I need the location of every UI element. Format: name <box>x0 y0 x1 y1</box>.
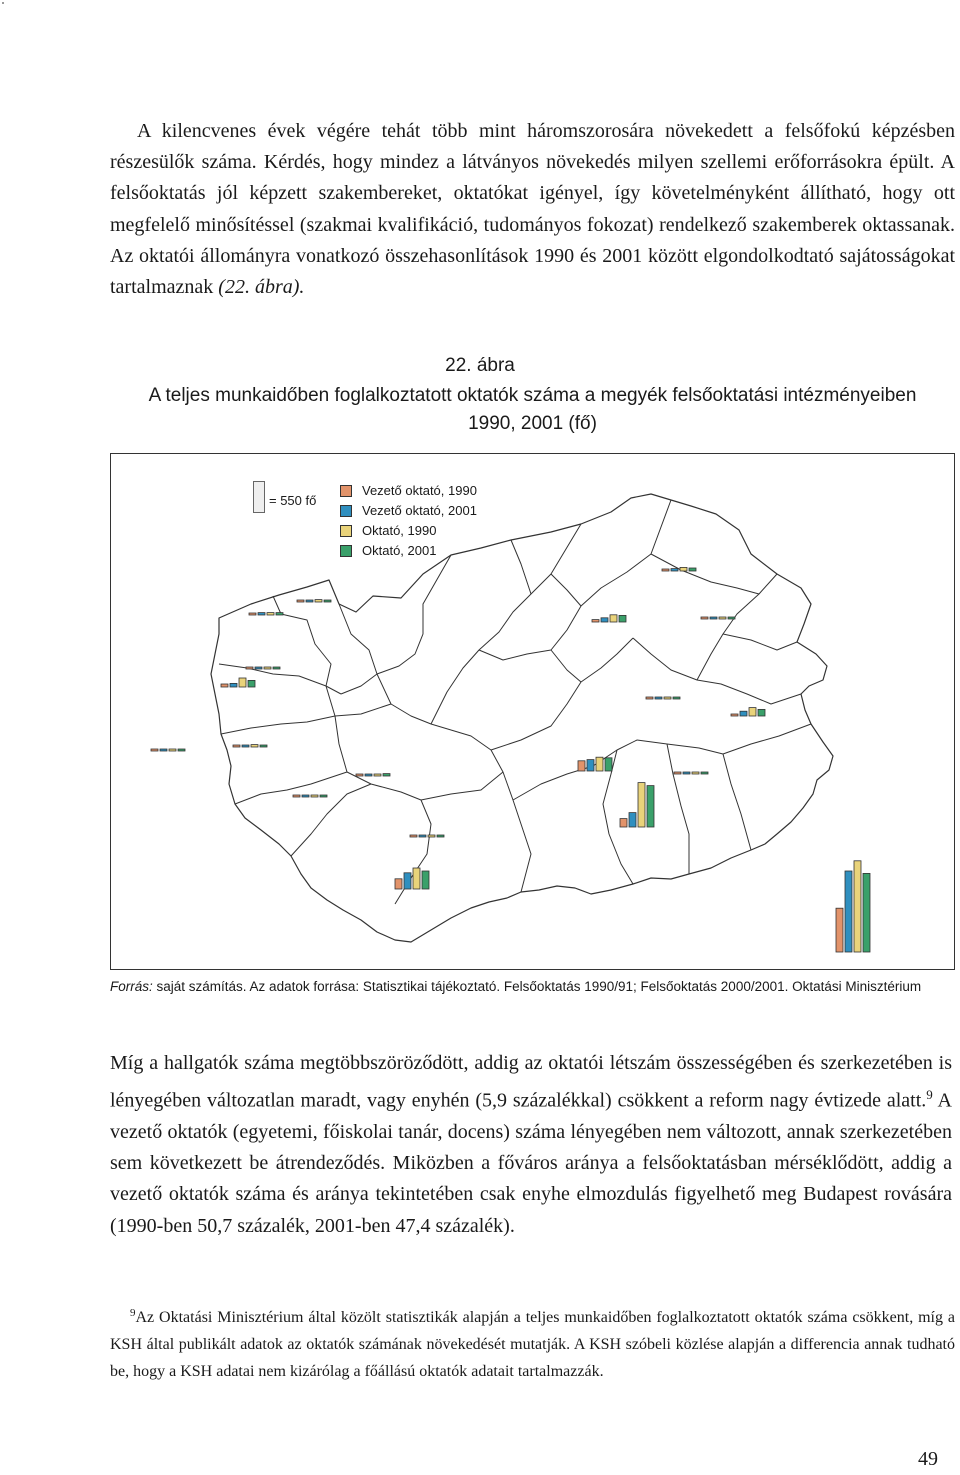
footnote-mark: 9 <box>130 1307 136 1319</box>
bar-group <box>151 749 185 751</box>
bar <box>758 709 765 716</box>
bar <box>302 795 309 797</box>
bar <box>306 600 313 602</box>
bar <box>258 613 265 615</box>
figure-number: 22. ábra <box>445 355 515 376</box>
bar <box>578 761 585 771</box>
bar-group <box>836 861 870 952</box>
bar <box>673 697 680 699</box>
bar <box>749 708 756 716</box>
bar <box>178 749 185 751</box>
bar <box>233 745 240 747</box>
bar <box>674 772 681 774</box>
bar <box>701 772 708 774</box>
bar <box>320 795 327 797</box>
bar <box>671 569 678 571</box>
bar <box>160 749 167 751</box>
bar <box>248 680 255 687</box>
bar <box>587 760 594 771</box>
bar <box>610 615 617 622</box>
bar <box>845 871 852 952</box>
bar <box>620 819 627 827</box>
bar <box>629 813 636 827</box>
bar <box>151 749 158 751</box>
legend-label: Vezető oktató, 2001 <box>362 503 477 518</box>
county-map <box>111 454 954 969</box>
source-label: Forrás: <box>110 979 153 994</box>
legend-swatch <box>340 545 352 557</box>
legend-label: Vezető oktató, 1990 <box>362 483 477 498</box>
corner-mark <box>2 2 4 4</box>
bar <box>249 613 256 615</box>
legend-swatch <box>340 485 352 497</box>
bar <box>437 835 444 837</box>
bar <box>662 569 669 571</box>
bar <box>297 600 304 602</box>
bar <box>854 861 861 952</box>
legend-swatch <box>340 505 352 517</box>
bar <box>680 567 687 571</box>
paragraph-intro: A kilencvenes évek végére tehát több mint háromszorosára növekedett a felsőfokú képzésben részesülők száma. Kérdés, hogy mindez a látványos növekedés milyen szellemi erőforrásokra épült. A felsőoktatás jól képzett szakembereket, oktatókat igényel, így követelményként állítható, hogy ott megfelelő minősítéssel (szakmai kvalifikáció, tudományos fokozat) rendelkező szakemberek oktassanak. Az oktatói állományra vonatkozó összehasonlítások 1990 és 2001 között elgondolkodtató sajátosságokat tartalmaznak (22. ábra). <box>110 120 955 299</box>
bar <box>710 617 717 619</box>
bar <box>404 873 411 889</box>
bar <box>264 667 271 669</box>
bar <box>731 714 738 716</box>
map-figure <box>110 453 955 970</box>
bar <box>230 683 237 687</box>
bar <box>260 745 267 747</box>
bar <box>689 568 696 571</box>
bar <box>647 786 654 827</box>
bar <box>311 795 318 797</box>
bar <box>664 697 671 699</box>
bar <box>701 617 708 619</box>
bar <box>410 835 417 837</box>
page-number: 49 <box>918 1448 938 1470</box>
bar <box>356 774 363 776</box>
footnote-text: Az Oktatási Minisztérium által közölt statisztikák alapján a teljes munkaidőben foglalkoztatott oktatók száma csökkent, míg a KSH által publikált adatok az oktatók számának növekedését mutatják. A KSH szóbeli közlése alapján a differencia annak tudható be, hogy a KSH adatai nem kizárólag a főállású oktatók adatait tartalmazzák. <box>110 1309 955 1380</box>
bar <box>596 757 603 771</box>
bar <box>267 613 274 615</box>
bar <box>246 667 253 669</box>
bar <box>728 617 735 619</box>
bar <box>395 879 402 889</box>
bar <box>836 908 843 952</box>
bar <box>619 615 626 622</box>
scale-label: = 550 fő <box>269 493 317 508</box>
legend-swatch <box>340 525 352 537</box>
bar <box>655 697 662 699</box>
footnote <box>110 1300 955 1385</box>
figure-title-line2: 1990, 2001 (fő) <box>468 413 597 434</box>
bar <box>324 600 331 602</box>
bar <box>592 620 599 622</box>
bar <box>719 617 726 619</box>
bar <box>428 835 435 837</box>
bar <box>276 613 283 615</box>
bar <box>638 783 645 827</box>
bar <box>383 774 390 776</box>
bar <box>413 868 420 889</box>
figure-title-line1: A teljes munkaidőben foglalkoztatott oktatók száma a megyék felsőoktatási intézményeiben <box>148 385 917 406</box>
bar <box>242 745 249 747</box>
figure-source <box>110 979 955 994</box>
legend-label: Oktató, 1990 <box>362 523 437 538</box>
bar <box>221 684 228 687</box>
bar <box>692 772 699 774</box>
bar <box>419 835 426 837</box>
footnote-ref: 9 <box>926 1087 933 1103</box>
bar <box>601 618 608 622</box>
bar <box>251 745 258 747</box>
bar <box>365 774 372 776</box>
bar <box>605 758 612 771</box>
bar <box>315 600 322 602</box>
source-text: saját számítás. Az adatok forrása: Statisztikai tájékoztató. Felsőoktatás 1990/91; Felsőoktatás 2000/2001. Oktatási Minisztérium <box>152 979 922 994</box>
legend-label: Oktató, 2001 <box>362 543 437 558</box>
figure-title <box>110 382 955 438</box>
bar <box>374 774 381 776</box>
bar <box>422 871 429 889</box>
bar <box>646 697 653 699</box>
paragraph-analysis: Míg a hallgatók száma megtöbbszöröződött, addig az oktatói létszám összességében és szerkezetében is lényegében változatlan maradt, vagy enyhén (5,9 százalékkal) csökkent a reform nagy évtizede alatt.$^9$ A vezető oktatók (egyetemi, főiskolai tanár, docens) száma lényegében nem változott, annak szerkezetében sem következett be átrendeződés. Miközben a főváros aránya a felsőoktatásban mérséklődött, addig a vezető oktatók száma és aránya tekintetében csak enyhe elmozdulás figyelhető meg Budapest rovására (1990-ben 50,7 százalék, 2001-ben 47,4 százalék). <box>110 1052 952 1237</box>
bar <box>863 873 870 952</box>
bar <box>740 711 747 716</box>
bar <box>683 772 690 774</box>
bar <box>293 795 300 797</box>
bar <box>255 667 262 669</box>
scale-bar <box>253 481 265 513</box>
bar <box>273 667 280 669</box>
country-outline <box>211 494 833 942</box>
bar <box>239 678 246 687</box>
bar <box>169 749 176 751</box>
